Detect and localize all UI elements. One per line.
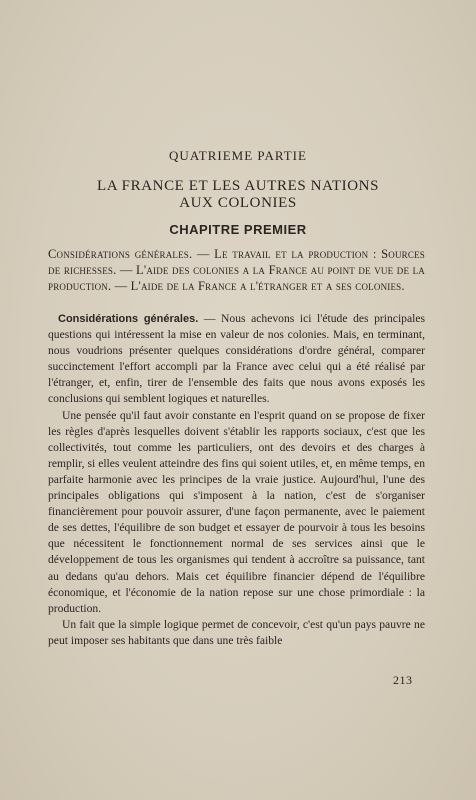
title-line-1: LA FRANCE ET LES AUTRES NATIONS xyxy=(96,178,380,194)
chapter-heading: CHAPITRE PREMIER xyxy=(169,222,307,237)
body-text xyxy=(48,311,425,649)
paragraph-text: — Nous achevons ici l'étude des principales questions qui intéressent la mise en valeur de nos colonies. Mais, en terminant, nous voudrions présenter quelques considérations d'ordre général, comparer succinctement l'effort accompli par la France avec celui qui a été réalisé par l'étranger, et, enfin, tirer de l'ensemble des faits que nous avons exposés les conclusions qui semblent logiques et naturelles. xyxy=(48,312,425,406)
page-title xyxy=(0,178,476,212)
chapter-summary: Considérations générales. — Le travail et la production : Sources de richesses. — L'aide des colonies a la France au point de vue de la production. — L'aide de la France a l'étranger et a ses colonies. xyxy=(48,247,425,293)
paragraph: Un fait que la simple logique permet de concevoir, c'est qu'un pays pauvre ne peut imposer ses habitants que dans une très faible xyxy=(48,617,425,647)
title-line-2: AUX COLONIES xyxy=(179,195,297,211)
paragraph xyxy=(48,311,425,408)
paragraph: Une pensée qu'il faut avoir constante en l'esprit quand on se propose de fixer les règles d'après lesquelles doivent s'établir les rapports sociaux, c'est que les collectivités, tout comme les particuliers, ont des devoirs et des charges à remplir, si elles veulent atteindre des fins qui soient utiles, et, en même temps, en parfaite harmonie avec les principes de la vraie justice. Aujourd'hui, l'une des principales obligations qui s'imposent à la nation, c'est de s'organiser financièrement pour pouvoir assurer, d'une façon permanente, avec le paiement de ses dettes, l'équilibre de son budget et essayer de pourvoir à tous les besoins que nécessitent le fonctionnement normal de ses services ainsi que le développement de tous les organismes qui tendent à accroître sa puissance, tant au dedans qu'au dehors. Mais cet équilibre financier dépend de l'équilibre économique, et l'économie de la nation repose sur une chose primordiale : la production. xyxy=(48,408,425,615)
run-in-heading: Considérations générales. xyxy=(58,313,199,325)
part-heading: QUATRIEME PARTIE xyxy=(169,148,307,163)
page-number: 213 xyxy=(393,673,413,687)
